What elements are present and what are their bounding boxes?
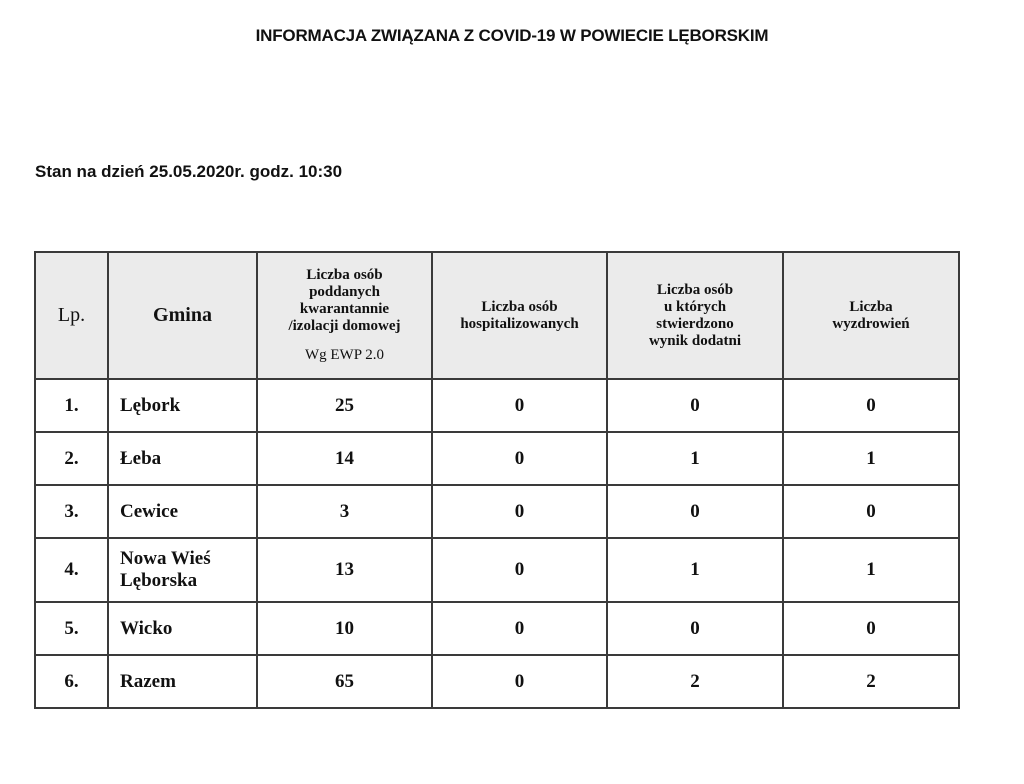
header-hospitalized-line: Liczba osób xyxy=(481,298,558,315)
gmina-name-line: Lęborska xyxy=(120,570,198,591)
cell-gmina xyxy=(108,655,257,708)
gmina-name: Lębork xyxy=(120,394,181,416)
cell-quarantine: 14 xyxy=(257,432,432,485)
cell-gmina xyxy=(108,379,257,432)
gmina-name: Wicko xyxy=(120,617,173,639)
cell-positive: 0 xyxy=(607,379,783,432)
cell-hospitalized: 0 xyxy=(432,432,607,485)
header-quarantine-note: Wg EWP 2.0 xyxy=(304,347,384,363)
header-positive-line: u których xyxy=(663,298,727,315)
header-positive-line: wynik dodatni xyxy=(648,332,742,349)
cell-lp: 4. xyxy=(35,538,108,602)
table-row-total xyxy=(35,655,959,708)
header-positive-line: stwierdzono xyxy=(656,315,734,332)
cell-positive: 0 xyxy=(607,485,783,538)
cell-lp: 1. xyxy=(35,379,108,432)
header-recovered-line: wyzdrowień xyxy=(832,315,910,332)
header-quarantine xyxy=(257,252,432,379)
cell-lp: 2. xyxy=(35,432,108,485)
cell-recovered: 0 xyxy=(783,602,959,655)
cell-gmina xyxy=(108,538,257,602)
header-quarantine-line: Liczba osób xyxy=(306,267,383,283)
header-lp: Lp. xyxy=(35,252,108,379)
cell-hospitalized: 0 xyxy=(432,602,607,655)
covid-table xyxy=(34,251,960,709)
header-hospitalized xyxy=(432,252,607,379)
cell-recovered: 0 xyxy=(783,379,959,432)
table-row xyxy=(35,485,959,538)
gmina-name-line: Nowa Wieś xyxy=(120,548,211,569)
table-row xyxy=(35,602,959,655)
cell-quarantine: 25 xyxy=(257,379,432,432)
header-recovered xyxy=(783,252,959,379)
cell-gmina xyxy=(108,485,257,538)
cell-positive: 2 xyxy=(607,655,783,708)
cell-hospitalized: 0 xyxy=(432,379,607,432)
cell-hospitalized: 0 xyxy=(432,655,607,708)
cell-hospitalized: 0 xyxy=(432,485,607,538)
header-quarantine-line: poddanych xyxy=(309,284,380,300)
cell-recovered: 1 xyxy=(783,538,959,602)
header-hospitalized-line: hospitalizowanych xyxy=(460,315,579,332)
cell-quarantine: 3 xyxy=(257,485,432,538)
cell-quarantine: 65 xyxy=(257,655,432,708)
cell-gmina xyxy=(108,432,257,485)
cell-recovered: 1 xyxy=(783,432,959,485)
gmina-name: Razem xyxy=(120,670,176,692)
cell-lp: 3. xyxy=(35,485,108,538)
table-row xyxy=(35,538,959,602)
header-positive-line: Liczba osób xyxy=(656,281,734,298)
cell-recovered: 0 xyxy=(783,485,959,538)
table-header-row xyxy=(35,252,959,379)
cell-quarantine: 13 xyxy=(257,538,432,602)
cell-lp: 6. xyxy=(35,655,108,708)
header-quarantine-line: /izolacji domowej xyxy=(288,318,401,334)
table-row xyxy=(35,379,959,432)
cell-positive: 1 xyxy=(607,432,783,485)
status-date: Stan na dzień 25.05.2020r. godz. 10:30 xyxy=(35,162,343,181)
cell-quarantine: 10 xyxy=(257,602,432,655)
cell-hospitalized: 0 xyxy=(432,538,607,602)
gmina-name: Cewice xyxy=(120,500,179,522)
header-recovered-line: Liczba xyxy=(849,298,893,315)
header-positive xyxy=(607,252,783,379)
cell-lp: 5. xyxy=(35,602,108,655)
cell-positive: 1 xyxy=(607,538,783,602)
cell-recovered: 2 xyxy=(783,655,959,708)
document-title: INFORMACJA ZWIĄZANA Z COVID-19 W POWIECIE LĘBORSKIM xyxy=(255,26,769,45)
gmina-name: Łeba xyxy=(120,447,162,469)
cell-positive: 0 xyxy=(607,602,783,655)
cell-gmina xyxy=(108,602,257,655)
header-quarantine-line: kwarantannie xyxy=(299,301,390,317)
table-row xyxy=(35,432,959,485)
header-gmina: Gmina xyxy=(108,252,257,379)
